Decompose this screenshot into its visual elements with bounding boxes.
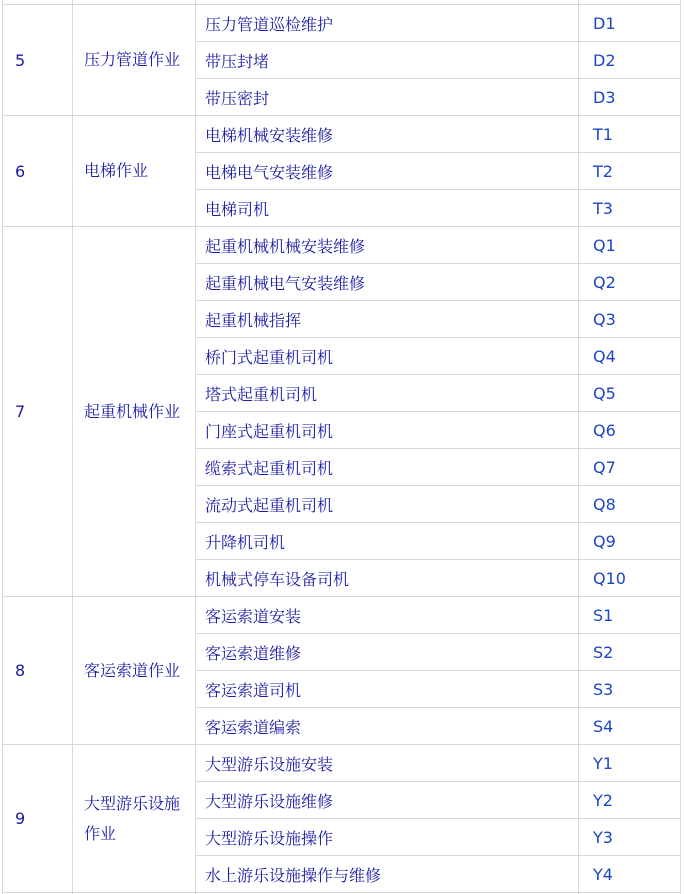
item-name-cell: 大型游乐设施安装 [196, 745, 579, 782]
item-code-cell: Y2 [579, 782, 681, 819]
item-name-cell: 缆索式起重机司机 [196, 449, 579, 486]
seq-cell: 6 [3, 116, 73, 227]
item-code-cell: Q9 [579, 523, 681, 560]
item-code-cell: T1 [579, 116, 681, 153]
item-name-cell: 客运索道安装 [196, 597, 579, 634]
category-cell: 起重机械作业 [73, 227, 196, 597]
category-cell: 电梯作业 [73, 116, 196, 227]
item-code-cell: D1 [579, 5, 681, 42]
item-name-cell: 客运索道司机 [196, 671, 579, 708]
item-name-cell: 塔式起重机司机 [196, 375, 579, 412]
item-name-cell: 带压封堵 [196, 42, 579, 79]
item-code-cell: D3 [579, 79, 681, 116]
item-name-cell: 大型游乐设施操作 [196, 819, 579, 856]
item-code-cell: S2 [579, 634, 681, 671]
item-code-cell: Q7 [579, 449, 681, 486]
item-code-cell: Y1 [579, 745, 681, 782]
item-name-cell: 电梯司机 [196, 190, 579, 227]
item-name-cell: 流动式起重机司机 [196, 486, 579, 523]
item-name-cell: 带压密封 [196, 79, 579, 116]
item-code-cell: S4 [579, 708, 681, 745]
seq-cell: 9 [3, 745, 73, 893]
item-code-cell: Q1 [579, 227, 681, 264]
special-operations-table [2, 0, 681, 894]
category-cell: 压力管道作业 [73, 5, 196, 116]
item-code-cell: S3 [579, 671, 681, 708]
item-name-cell: 客运索道维修 [196, 634, 579, 671]
item-code-cell: Q10 [579, 560, 681, 597]
category-cell: 大型游乐设施作业 [73, 745, 196, 893]
table-row [3, 227, 681, 264]
table-body [3, 0, 681, 894]
item-code-cell: T3 [579, 190, 681, 227]
item-name-cell: 起重机械电气安装维修 [196, 264, 579, 301]
item-name-cell: 客运索道编索 [196, 708, 579, 745]
seq-cell: 5 [3, 5, 73, 116]
item-code-cell: Q4 [579, 338, 681, 375]
item-name-cell: 压力管道巡检维护 [196, 5, 579, 42]
table-row [3, 745, 681, 782]
table-row [3, 5, 681, 42]
item-code-cell: Y3 [579, 819, 681, 856]
item-name-cell: 升降机司机 [196, 523, 579, 560]
item-code-cell: Q8 [579, 486, 681, 523]
seq-cell: 7 [3, 227, 73, 597]
item-code-cell: Y4 [579, 856, 681, 893]
item-name-cell: 桥门式起重机司机 [196, 338, 579, 375]
item-code-cell: Q6 [579, 412, 681, 449]
item-code-cell: Q2 [579, 264, 681, 301]
item-code-cell: T2 [579, 153, 681, 190]
table-row [3, 597, 681, 634]
item-code-cell: Q5 [579, 375, 681, 412]
category-cell: 客运索道作业 [73, 597, 196, 745]
item-code-cell: S1 [579, 597, 681, 634]
item-name-cell: 机械式停车设备司机 [196, 560, 579, 597]
item-name-cell: 电梯电气安装维修 [196, 153, 579, 190]
item-code-cell: D2 [579, 42, 681, 79]
item-name-cell: 起重机械机械安装维修 [196, 227, 579, 264]
item-name-cell: 大型游乐设施维修 [196, 782, 579, 819]
item-name-cell: 电梯机械安装维修 [196, 116, 579, 153]
item-name-cell: 水上游乐设施操作与维修 [196, 856, 579, 893]
table-row [3, 116, 681, 153]
item-name-cell: 起重机械指挥 [196, 301, 579, 338]
item-code-cell: Q3 [579, 301, 681, 338]
item-name-cell: 门座式起重机司机 [196, 412, 579, 449]
seq-cell: 8 [3, 597, 73, 745]
